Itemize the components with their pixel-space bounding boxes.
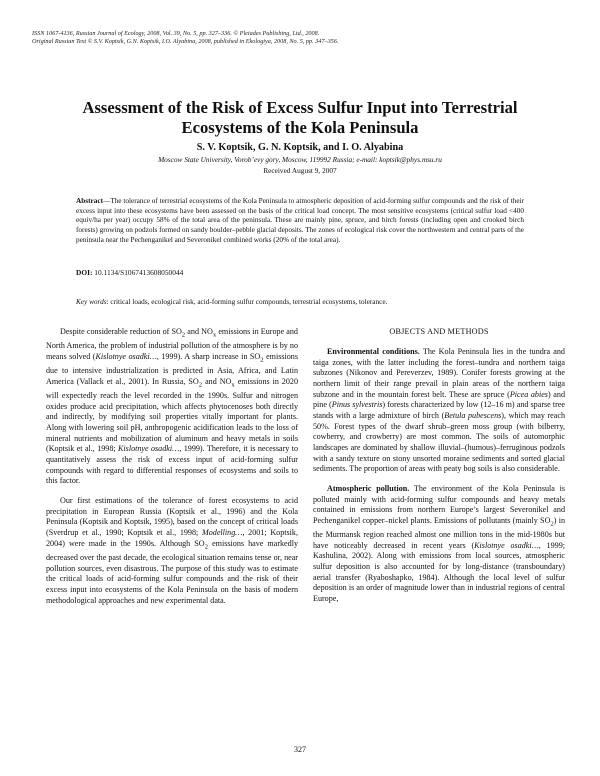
text-run: ) in the Murmansk region reached almost one million tons in the mid-1980s but have noticeably decreased in recent years ( xyxy=(313,515,566,550)
keywords-text: : critical loads, ecological risk, acid-forming sulfur compounds, terrestrial ecosystems, tolerance. xyxy=(106,298,388,306)
run-in-heading: Environmental conditions. xyxy=(327,347,420,356)
keywords-label: Key words xyxy=(76,298,107,306)
text-run: Despite considerable reduction of SO xyxy=(60,327,182,336)
left-column xyxy=(46,327,298,615)
text-run: emissions due to intensive industrialization is predicted in Asia, Africa, and Latin America (Vallack et al., 2001). In Russia, SO xyxy=(46,351,298,386)
subscript: 2 xyxy=(260,356,264,364)
page-number: 327 xyxy=(294,745,306,754)
abstract-text: —The tolerance of terrestrial ecosystems of the Kola Peninsula to atmospheric deposition of acid-forming sulfur compounds and the risk of their excess input into these ecosystems have been assessed on the basis of the critical load concept. The most sensitive ecosystems (critical sulfur load <400 equiv/ha per year) occupy 58% of the total area of the peninsula. These are mainly pine, spruce, and birch forests (including open and crooked birch forests) growing on podzols formed on sandy boulder–pebble glacial deposits. The zones of ecological risk cover the northwestern and central parts of the peninsula near the Pechenganikel and Severonikel combined works (20% of the total area). xyxy=(76,197,524,244)
methods-paragraph-2 xyxy=(313,484,565,605)
run-in-heading: Atmospheric pollution. xyxy=(327,483,410,493)
text-run: emissions have markedly decreased over the past decade, the ecological situation remains tense or, near pollution sources, even disastrous. The purpose of this study was to estimate the critical loads of acid-forming sulfur compounds and the risk of their excess input into ecosystems of the Kola Peninsula on the basis of modern methodological approaches and new experimental data. xyxy=(46,538,298,605)
text-run: emissions in 2020 will expectedly reach the level recorded in the 1990s. Sulfur and nitrogen oxides produce acid precipitation, which affects phytocenoses both directly and indirectly, by modifying soil properties vitally important for plants. Along with lowering soil pH, anthropogenic acidification leads to the loss of mineral nutrients and mobilization of aluminum and heavy metals in soils (Koptsik et al., 1998; xyxy=(46,376,298,454)
header-line-2: Original Russian Text © S.V. Koptsik, G.N. Koptsik, I.O. Alyabina, 2008, published in Ekologiya, 2008, No. 5, pp. 347–356. xyxy=(32,38,339,45)
author-affiliation: Moscow State University, Vorob’evy gory, Moscow, 119992 Russia; e-mail: koptsik@phys.msu.ru xyxy=(158,155,442,164)
abstract xyxy=(76,197,524,246)
subscript: 2 xyxy=(198,381,203,389)
text-run: ) forests characterized by low (12–16 m) and sparse tree stands with a large admixture of birch ( xyxy=(313,400,565,420)
text-run: The Kola Peninsula lies in the tundra and taiga zones, with the latter including the forest–tundra and northern taiga subzones (Nikonov and Pereverzev, 1989). Conifer forests growing at the northern limit of their range prevail in plain areas of the northern taiga subzone and in the mountain forest belt. These are spruce ( xyxy=(313,347,565,399)
citation-italic: Kislotnye osadki… xyxy=(474,540,539,550)
text-run: and NO xyxy=(185,327,213,336)
received-date: Received August 9, 2007 xyxy=(263,166,337,175)
text-run: ) and pine ( xyxy=(313,389,565,410)
text-run: , 1999). A sharp increase in SO xyxy=(156,351,261,361)
intro-paragraph-2 xyxy=(46,496,298,606)
text-run: The environment of the Kola Peninsula is polluted mainly with acid-forming sulfur compounds and heavy metals contained in emissions from northern Europe’s largest Severonikel and Pechenganikel copper–nickel plants. Emissions of pollutants (mainly SO xyxy=(313,483,565,525)
citation-italic: Kislotnye osadki… xyxy=(95,351,157,361)
text-run: emissions in Europe and North America, the problem of industrial pollution of the atmosphere is by no means solved ( xyxy=(46,327,298,361)
text-run: and NO xyxy=(202,376,232,386)
subscript: x xyxy=(212,331,217,339)
subscript: 2 xyxy=(181,331,186,339)
text-run: Our first estimations of the tolerance of forest ecosystems to acid precipitation in European Russia (Koptsik et al., 1996) and the Kola Peninsula (Koptsik and Koptsik, 1995), based on the concept of critical loads (Sverdrup et al., 1990; Koptsik et al., 1998; xyxy=(46,496,298,537)
doi-line xyxy=(76,268,183,278)
article-authors: S. V. Koptsik, G. N. Koptsik, and I. O. Alyabina xyxy=(196,142,404,153)
header-line-1: ISSN 1067-4136, Russian Journal of Ecology, 2008, Vol. 39, No. 5, pp. 327–336. © Pleiades Publishing, Ltd., 2008. xyxy=(32,30,320,37)
subscript: 2 xyxy=(204,543,209,551)
section-heading: OBJECTS AND METHODS xyxy=(389,327,489,336)
citation-italic: Kislotnye osadki… xyxy=(118,444,180,454)
journal-header xyxy=(32,30,338,46)
text-run: , 1999). Therefore, it is necessary to quantitatively assess the risk of excess input of acid-forming sulfur compounds with regard to differential responses of ecosystems and soils to this factor. xyxy=(46,444,298,486)
species-name: Picea abies xyxy=(509,389,548,399)
keywords xyxy=(76,297,524,307)
doi-value: 10.1134/S1067413608050044 xyxy=(94,268,184,277)
text-run: ), which may reach 50%. Forest types of the dwarf shrub–green moss group (with bilberry, cowberry, and crowberry) are most common. The soils of automorphic landscapes are dominated by shallow illuvial–(humous)–ferruginous podzols with a sandy texture on stony unsorted moraine sediments and sorted glacial sediments. The proportion of areas with peaty bog soils is also considerable. xyxy=(313,410,565,474)
right-column xyxy=(313,327,565,614)
intro-paragraph-1 xyxy=(46,327,298,487)
doi-label: DOI: xyxy=(76,268,93,277)
text-run: , 1999; Kashulina, 2002). Along with emissions from local sources, atmospheric sulfur deposition is also accounted for by long-distance (transboundary) aerial transfer (Ryaboshapko, 1984). Although the local level of sulfur deposition is an order of magnitude lower than in industrial regions of central Europe, xyxy=(313,540,565,604)
methods-paragraph-1 xyxy=(313,347,565,475)
subscript: x xyxy=(231,381,235,389)
text-run: , 2001; Koptsik, 2004) were made in the 1990s. Although SO xyxy=(46,527,298,548)
abstract-label: Abstract xyxy=(76,197,103,205)
citation-italic: Modelling… xyxy=(201,527,243,537)
subscript: 2 xyxy=(550,520,554,528)
article-title: Assessment of the Risk of Excess Sulfur Input into Terrestrial Ecosystems of the Kola Peninsula xyxy=(82,98,518,137)
species-name: Betula pubescens xyxy=(444,410,502,420)
species-name: Pinus sylvestris xyxy=(331,400,383,410)
